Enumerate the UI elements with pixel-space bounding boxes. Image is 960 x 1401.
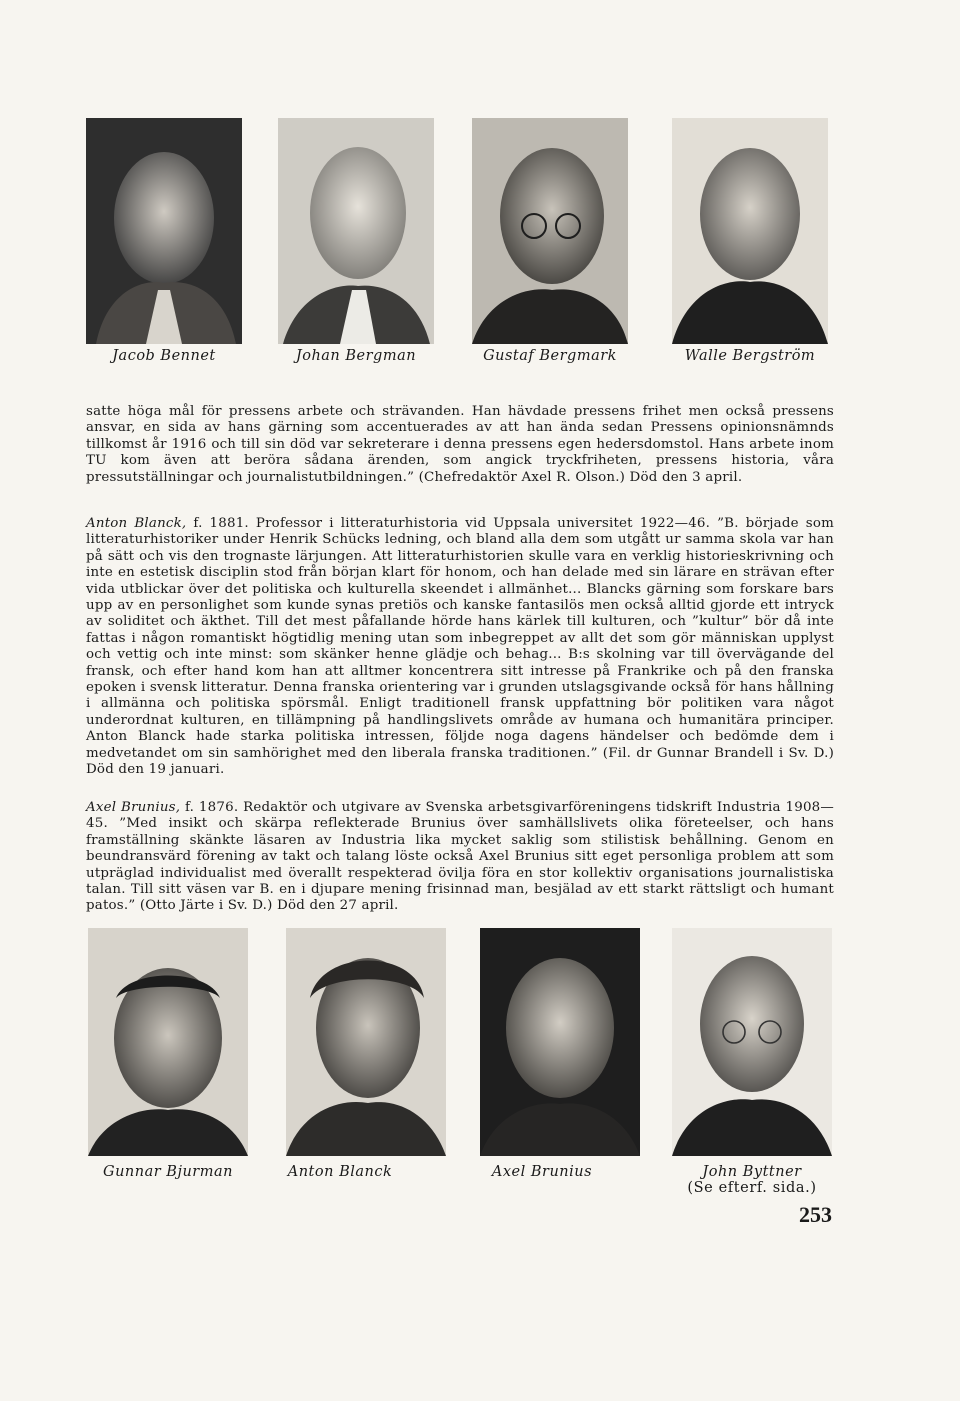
- portrait-anton-blanck: [286, 928, 446, 1156]
- portrait-gustaf-bergmark: [472, 118, 628, 344]
- obituary-name: Axel Brunius,: [86, 800, 181, 815]
- portrait-gunnar-bjurman: [88, 928, 248, 1156]
- portrait-john-byttner: [672, 928, 832, 1156]
- caption-john-byttner: [672, 1164, 832, 1196]
- portrait-walle-bergstrom: [672, 118, 828, 344]
- obituary-text: f. 1876. Redaktör och utgivare av Svenska arbetsgivarföreningens tidskrift Industria 1908—45. ”Med insikt och skärpa reflekterade Brunius över samhällslivets olika företeelser, och hans framställning skänkte läsaren av Industria lika mycket saklig som stilistisk behållning. Genom en beundransvärd förening av takt och talang löste också Axel Brunius sitt eget personliga problem att som utpräglad individualist med överallt respekterad övilja föra en stor kollektiv organisations journalistiska talan. Till sitt väsen var B. en i djupare mening frisinnad man, besjälad av ett starkt rättsligt och humant patos.” (Otto Järte i Sv. D.) Död den 27 april.: [86, 800, 834, 914]
- portrait-photo: [672, 928, 832, 1156]
- caption-note: (Se efterf. sida.): [687, 1180, 817, 1196]
- caption-anton-blanck: Anton Blanck: [287, 1164, 393, 1180]
- portrait-axel-brunius: [480, 928, 640, 1156]
- portrait-photo: [88, 928, 248, 1156]
- continuation-paragraph: satte höga mål för pressens arbete och strävanden. Han hävdade pressens frihet men också pressens ansvar, en sida av hans gärning som accentuerades av att han ända sedan Pressens opinionsnämnds tillkomst år 1916 och till sin död var sekreterare i denna pressens egen hedersdomstol. Hans arbete inom TU kom även att beröra sådana ärenden, som angick tryckfriheten, pressens historia, våra pressutställningar och journalistutbildningen.” (Chefredaktör Axel R. Olson.) Död den 3 april.: [86, 404, 834, 485]
- portrait-johan-bergman: [278, 118, 434, 344]
- caption-gustaf-bergmark: Gustaf Bergmark: [483, 348, 617, 364]
- caption-jacob-bennet: Jacob Bennet: [112, 348, 216, 364]
- obituary-axel-brunius: [86, 800, 834, 915]
- portrait-photo: [86, 118, 242, 344]
- portrait-photo: [278, 118, 434, 344]
- caption-name: John Byttner: [702, 1164, 802, 1180]
- portrait-photo: [286, 928, 446, 1156]
- obituary-paragraph: [86, 516, 834, 779]
- caption-axel-brunius: Axel Brunius: [491, 1164, 593, 1180]
- obituary-text: f. 1881. Professor i litteraturhistoria vid Uppsala universitet 1922—46. ”B. började som litteraturhistoriker under Henrik Schücks ledning, och bland alla dem som utgått ur samma skola var han på sätt och vis den trognaste lärjungen. Att litteraturhistorien skulle vara en verklig historieskrivning och inte en estetisk disciplin stod från början klart för honom, och han delade med sin lärare en strävan efter vida utblickar över det politiska och kulturella skeendet i allmänhet... Blancks gärning som forskare bars upp av en personlighet som kunde synas pretiös och kanske fantasilös men också alltid gjorde ett intryck av soliditet och äkthet. Till det mest påfallande hörde hans kärlek till kulturen, och ”kultur” bör då inte fattas i någon romantiskt högtidlig mening utan som inbegreppet av allt det som gör människan upplyst och vettig och inte minst: som skänker henne glädje och behag... B:s skolning var till övervägande del fransk, och efter hand kom han att alltmer koncentrera sitt intresse på Frankrike och på den franska epoken i svensk litteratur. Denna franska orientering var i grunden utslagsgivande också för hans hållning i allmänna och politiska spörsmål. Enligt traditionell fransk uppfattning bör politiken vara något underordnat kulturen, en tillämpning på handlingslivets område av humana och humanitära principer. Anton Blanck hade starka politiska intressen, följde noga dagens händelser och bedömde dem i medvetandet om sin samhörighet med den liberala franska traditionen.” (Fil. dr Gunnar Brandell i Sv. D.) Död den 19 januari.: [86, 516, 834, 778]
- caption-walle-bergstrom: Walle Bergström: [684, 348, 816, 364]
- portrait-photo: [472, 118, 628, 344]
- obituary-name: Anton Blanck,: [86, 516, 187, 531]
- page-number: 253: [799, 1202, 832, 1227]
- caption-gunnar-bjurman: Gunnar Bjurman: [103, 1164, 233, 1180]
- obituary-paragraph: [86, 800, 834, 915]
- body-text: [86, 404, 834, 486]
- portrait-jacob-bennet: [86, 118, 242, 344]
- caption-johan-bergman: Johan Bergman: [295, 348, 417, 364]
- portrait-photo: [672, 118, 828, 344]
- obituary-anton-blanck: [86, 516, 834, 779]
- portrait-photo: [480, 928, 640, 1156]
